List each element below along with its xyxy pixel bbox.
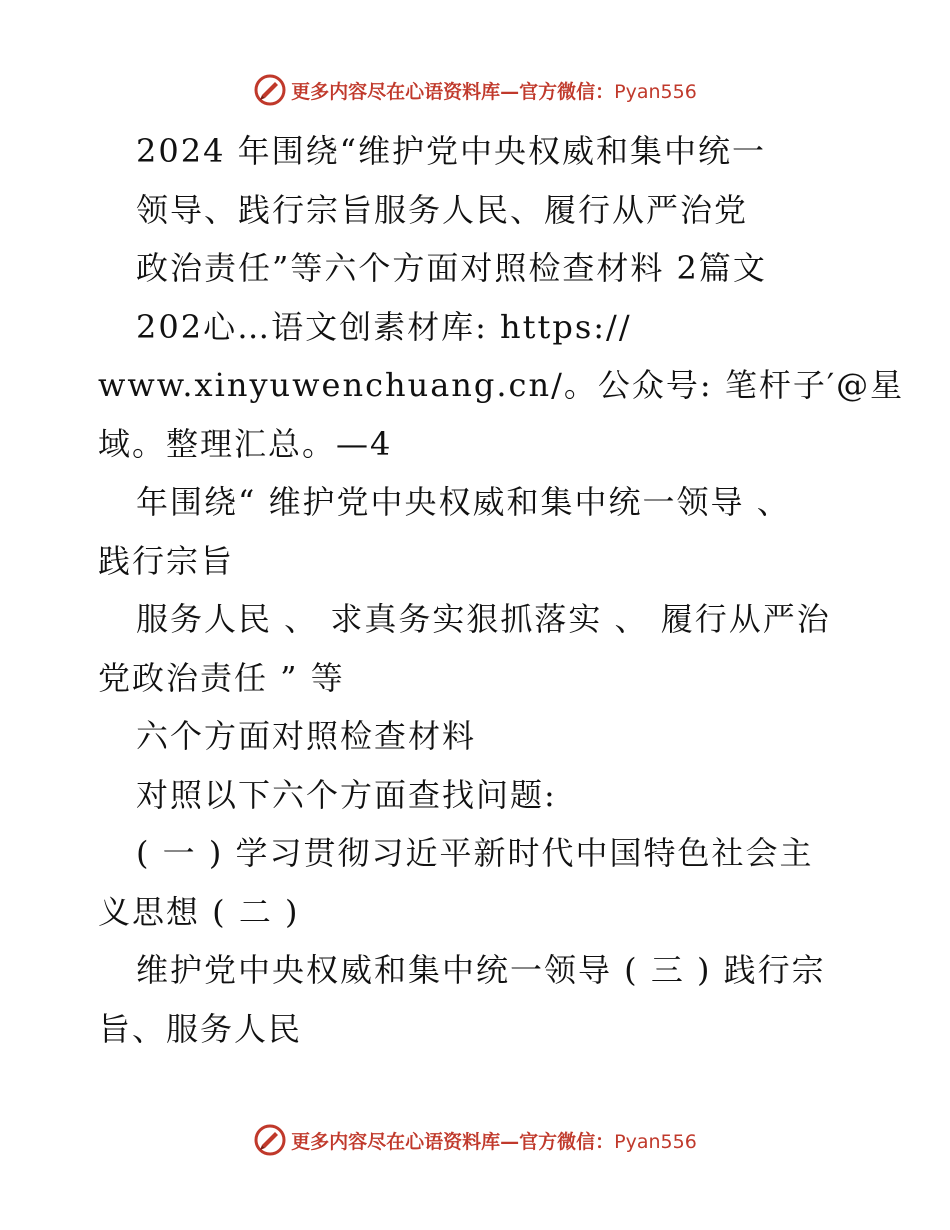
text-line-13: ( 一 ) 学习贯彻习近平新时代中国特色社会主 [136,834,814,872]
text-line-9: 服务人民 、 求真务实狠抓落实 、 履行从严治 [136,600,831,638]
text-line-6: 域。整理汇总。—4 [98,424,393,463]
text-line-16: 旨、服务人民 [98,1009,303,1048]
banner-text: 更多内容尽在心语资料库—官方微信：Pyan556 [291,80,697,103]
text-line-1: 2024 年围绕“维护党中央权威和集中统一 [136,132,766,170]
text-line-11: 六个方面对照检查材料 [136,717,477,755]
text-line-12: 对照以下六个方面查找问题: [136,775,557,814]
banner-handle: Pyan556 [614,1130,697,1153]
document-body [98,122,905,1058]
text-line-8: 践行宗旨 [98,541,235,580]
text-line-3: 政治责任”等六个方面对照检查材料 2篇文 [136,249,767,287]
text-line-4: 202心…语文创素材库: https:// [136,307,632,346]
pen-logo-icon [253,1123,287,1157]
text-line-2: 领导、践行宗旨服务人民、履行从严治党 [136,190,749,229]
text-line-10: 党政治责任 ” 等 [98,658,345,697]
banner-handle: Pyan556 [614,80,697,103]
header-banner [0,70,950,110]
text-line-7: 年围绕“ 维护党中央权威和集中统一领导 、 [136,483,791,521]
text-line-5: www.xinyuwenchuang.cn/。公众号: 笔杆子′@星 [98,366,905,404]
text-line-15: 维护党中央权威和集中统一领导 ( 三 ) 践行宗 [136,951,826,989]
pen-logo-icon [253,73,287,107]
footer-banner [0,1120,950,1160]
banner-text: 更多内容尽在心语资料库—官方微信：Pyan556 [291,1130,697,1153]
text-line-14: 义思想 ( 二 ) [98,892,300,931]
